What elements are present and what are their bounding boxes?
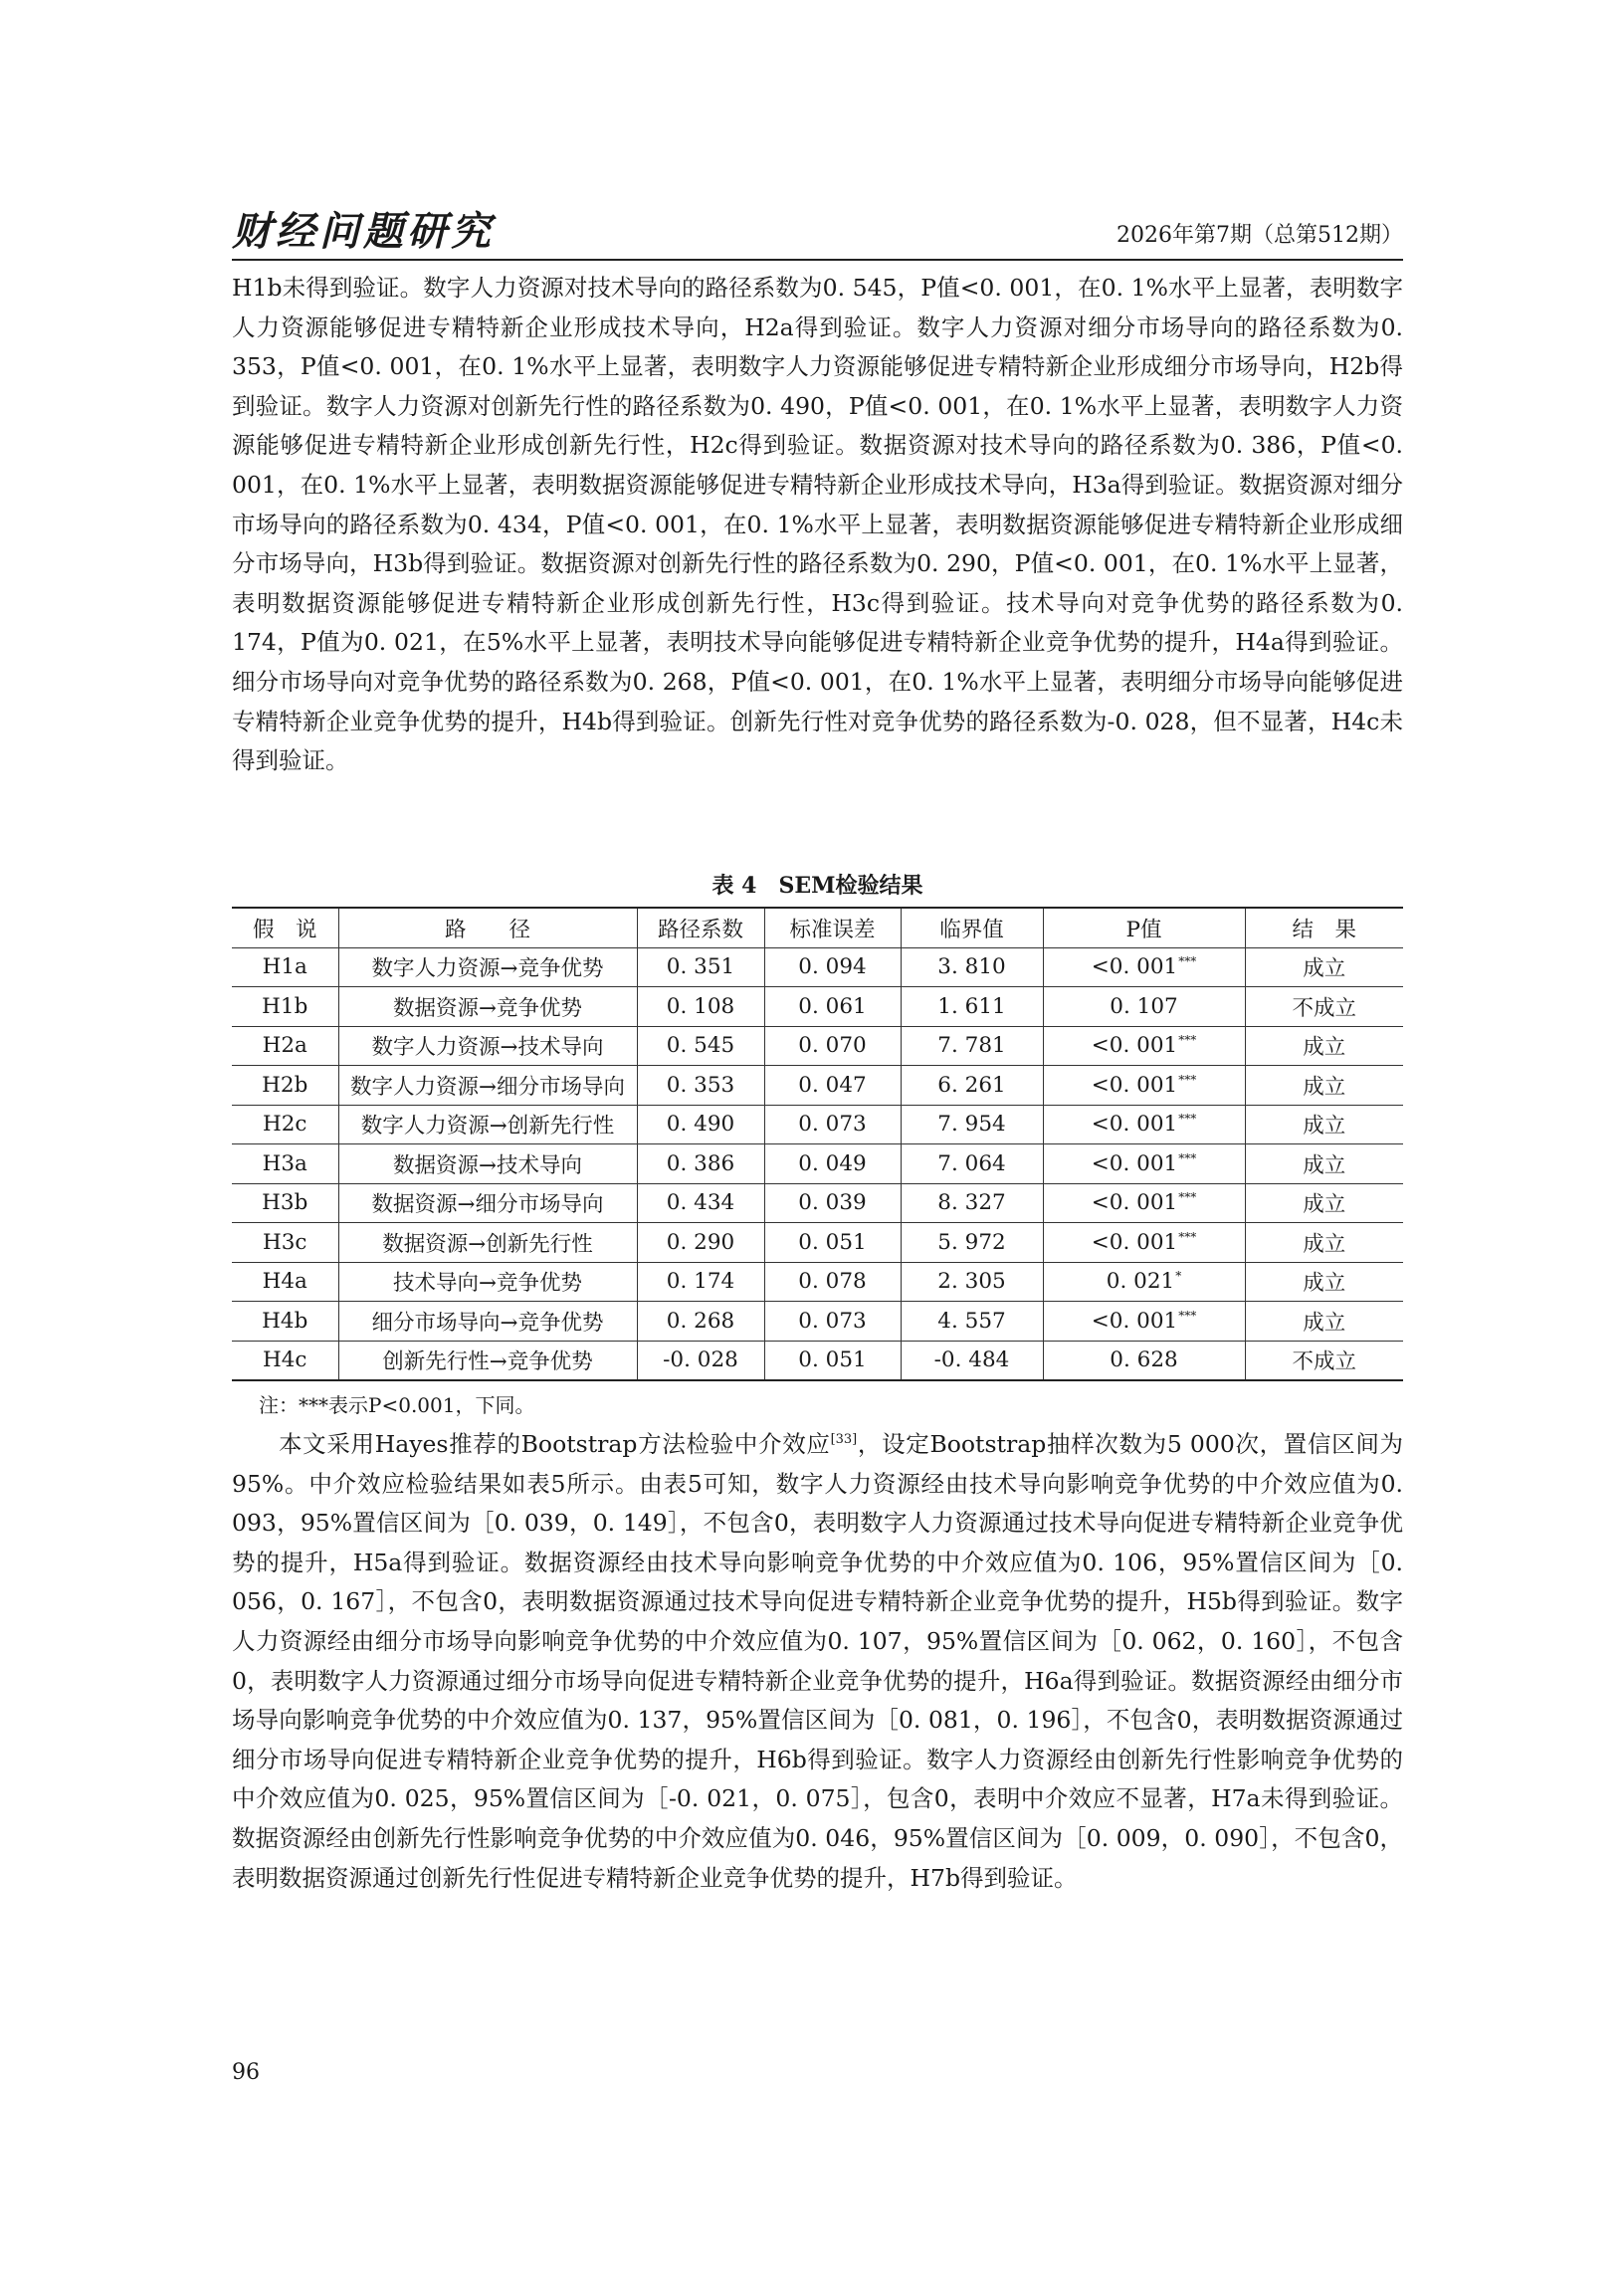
path-cell-text: 数据资源→细分市场导向 [371, 1192, 604, 1218]
critical-value-cell [901, 1144, 1043, 1184]
std-error-cell-text: 0. 073 [798, 1308, 867, 1334]
critical-value-cell-text: 5. 972 [937, 1229, 1006, 1255]
path-cell-text: 数字人力资源→竞争优势 [371, 956, 604, 982]
critical-value-cell-text: 6. 261 [937, 1072, 1006, 1098]
table-title: 表 4 SEM检验结果 [711, 873, 923, 899]
hypothesis-cell-text: H1a [262, 954, 307, 980]
paragraph-2-text-b: ，设定Bootstrap抽样次数为5 000次，置信区间为95%。中介效应检验结果如表5所示。由表5可知，数字人力资源经由技术导向影响竞争优势的中介效应值为0. 093，95%置信区间为［0. 039，0. 149］，不包含0，表明数字人力资源通过技术导向促进专精特新企业竞争优势的提升，H5a得到验证。数据资源经由技术导向影响竞争优势的中介效应值为0. 106，95%置信区间为［0. 056，0. 167］，不包含0，表明数据资源通过技术导向促进专精特新企业竞争优势的提升，H5b得到验证。数字人力资源经由细分市场导向影响竞争优势的中介效应值为0. 107，95%置信区间为［0. 062，0. 160］，不包含0，表明数字人力资源通过细分市场导向促进专精特新企业竞争优势的提升，H6a得到验证。数据资源经由细分市场导向影响竞争优势的中介效应值为0. 137，95%置信区间为［0. 081，0. 196］，不包含0，表明数据资源通过细分市场导向促进专精特新企业竞争优势的提升，H6b得到验证。数字人力资源经由创新先行性影响竞争优势的中介效应值为0. 025，95%置信区间为［-0. 021，0. 075］，包含0，表明中介效应不显著，H7a未得到验证。数据资源经由创新先行性影响竞争优势的中介效应值为0. 046，95%置信区间为［0. 009，0. 090］，不包含0，表明数据资源通过创新先行性促进专精特新企业竞争优势的提升，H7b得到验证。 [232, 1430, 1404, 1892]
result-cell-text: 成立 [1303, 1271, 1346, 1297]
hypothesis-cell [232, 987, 338, 1027]
p-value-cell [1043, 1302, 1245, 1342]
std-error-cell-text: 0. 051 [798, 1229, 867, 1255]
result-cell [1245, 1341, 1403, 1380]
hypothesis-cell-text: H4c [263, 1347, 307, 1373]
page-number: 96 [232, 2060, 260, 2085]
result-cell [1245, 1302, 1403, 1342]
p-value-cell [1043, 1026, 1245, 1066]
path-cell [338, 1066, 637, 1106]
coefficient-cell [637, 1302, 764, 1342]
std-error-cell [764, 1026, 901, 1066]
coefficient-cell [637, 1026, 764, 1066]
paragraph-1: H1b未得到验证。数字人力资源对技术导向的路径系数为0. 545，P值<0. 001，在0. 1%水平上显著，表明数字人力资源能够促进专精特新企业形成技术导向，H2a得到验证。数字人力资源对细分市场导向的路径系数为0. 353，P值<0. 001，在0. 1%水平上显著，表明数字人力资源能够促进专精特新企业形成细分市场导向，H2b得到验证。数字人力资源对创新先行性的路径系数为0. 490，P值<0. 001，在0. 1%水平上显著，表明数字人力资源能够促进专精特新企业形成创新先行性，H2c得到验证。数据资源对技术导向的路径系数为0. 386，P值<0. 001，在0. 1%水平上显著，表明数据资源能够促进专精特新企业形成技术导向，H3a得到验证。数据资源对细分市场导向的路径系数为0. 434，P值<0. 001，在0. 1%水平上显著，表明数据资源能够促进专精特新企业形成细分市场导向，H3b得到验证。数据资源对创新先行性的路径系数为0. 290，P值<0. 001，在0. 1%水平上显著，表明数据资源能够促进专精特新企业形成创新先行性，H3c得到验证。技术导向对竞争优势的路径系数为0. 174，P值为0. 021，在5%水平上显著，表明技术导向能够促进专精特新企业竞争优势的提升，H4a得到验证。细分市场导向对竞争优势的路径系数为0. 268，P值<0. 001，在0. 1%水平上显著，表明细分市场导向能够促进专精特新企业竞争优势的提升，H4b得到验证。创新先行性对竞争优势的路径系数为-0. 028，但不显著，H4c未得到验证。 [232, 274, 1403, 775]
table-row [232, 1262, 1403, 1302]
significance-stars: *** [1178, 1112, 1197, 1127]
critical-value-cell-text: 7. 954 [937, 1112, 1006, 1138]
sem-results-table [232, 907, 1403, 1381]
hypothesis-cell-text: H2b [262, 1072, 308, 1098]
significance-stars: *** [1178, 1190, 1197, 1205]
coefficient-cell-text: 0. 108 [666, 993, 735, 1019]
std-error-cell-text: 0. 094 [798, 954, 867, 980]
coefficient-cell [637, 987, 764, 1027]
p-value-cell-text: <0. 001 [1091, 1308, 1178, 1334]
coefficient-cell-text: 0. 386 [666, 1150, 735, 1176]
critical-value-cell [901, 1223, 1043, 1263]
table-header-row [232, 908, 1403, 947]
hypothesis-cell [232, 1026, 338, 1066]
std-error-cell-text: 0. 039 [798, 1190, 867, 1216]
result-cell-text: 成立 [1303, 1310, 1346, 1336]
coefficient-cell-text: 0. 353 [666, 1072, 735, 1098]
std-error-cell [764, 1302, 901, 1342]
path-cell [338, 947, 637, 987]
hypothesis-cell [232, 1223, 338, 1263]
result-cell-text: 成立 [1303, 1192, 1346, 1218]
critical-value-cell-text: 4. 557 [937, 1308, 1006, 1334]
path-cell-text: 数字人力资源→细分市场导向 [349, 1074, 626, 1100]
result-cell [1245, 987, 1403, 1027]
critical-value-cell [901, 987, 1043, 1027]
significance-stars: *** [1178, 1072, 1197, 1087]
result-cell [1245, 1026, 1403, 1066]
path-cell [338, 1144, 637, 1184]
significance-stars: *** [1178, 954, 1197, 969]
std-error-cell-text: 0. 047 [798, 1072, 867, 1098]
p-value-cell [1043, 1341, 1245, 1380]
result-cell-text: 成立 [1303, 1035, 1346, 1061]
critical-value-cell-text: 8. 327 [937, 1190, 1006, 1216]
p-value-cell [1043, 1066, 1245, 1106]
hypothesis-cell [232, 1144, 338, 1184]
p-value-cell [1043, 947, 1245, 987]
std-error-cell-text: 0. 049 [798, 1150, 867, 1176]
paragraph-2-text-a: 本文采用Hayes推荐的Bootstrap方法检验中介效应 [279, 1430, 831, 1458]
table-row [232, 987, 1403, 1027]
path-cell-text: 数据资源→技术导向 [392, 1152, 582, 1178]
hypothesis-cell-text: H3c [263, 1229, 307, 1255]
journal-logo: 财经问题研究 [232, 208, 495, 255]
critical-value-cell-text: -0. 484 [933, 1347, 1010, 1373]
result-cell-text: 成立 [1303, 1231, 1346, 1257]
path-cell-text: 创新先行性→竞争优势 [382, 1349, 593, 1375]
coefficient-cell [637, 1105, 764, 1144]
path-cell-text: 技术导向→竞争优势 [392, 1271, 582, 1297]
coefficient-cell [637, 1183, 764, 1223]
result-cell [1245, 1223, 1403, 1263]
p-value-cell-text: <0. 001 [1091, 1190, 1178, 1216]
std-error-cell [764, 1262, 901, 1302]
critical-value-cell [901, 1066, 1043, 1106]
std-error-cell [764, 1223, 901, 1263]
column-header: 假 说 [232, 908, 338, 947]
result-cell [1245, 1183, 1403, 1223]
table-body [232, 947, 1403, 1380]
hypothesis-cell [232, 947, 338, 987]
table-row [232, 1341, 1403, 1380]
std-error-cell-text: 0. 073 [798, 1112, 867, 1138]
p-value-cell [1043, 1183, 1245, 1223]
std-error-cell [764, 1341, 901, 1380]
column-header: 结 果 [1245, 908, 1403, 947]
hypothesis-cell-text: H2a [262, 1033, 307, 1059]
coefficient-cell-text: 0. 545 [666, 1033, 735, 1059]
coefficient-cell-text: 0. 268 [666, 1308, 735, 1334]
hypothesis-cell [232, 1341, 338, 1380]
path-cell-text: 细分市场导向→竞争优势 [371, 1310, 604, 1336]
std-error-cell [764, 1066, 901, 1106]
std-error-cell [764, 987, 901, 1027]
significance-stars: *** [1178, 1229, 1197, 1244]
table-row [232, 1223, 1403, 1263]
column-header: 路 径 [338, 908, 637, 947]
p-value-cell [1043, 1144, 1245, 1184]
p-value-cell-text: <0. 001 [1091, 1033, 1178, 1059]
column-header: 临界值 [901, 908, 1043, 947]
hypothesis-cell-text: H3b [262, 1190, 308, 1216]
path-cell [338, 1183, 637, 1223]
coefficient-cell-text: 0. 490 [666, 1112, 735, 1138]
header-rule [232, 259, 1403, 261]
critical-value-cell [901, 1183, 1043, 1223]
critical-value-cell [901, 1262, 1043, 1302]
hypothesis-cell [232, 1302, 338, 1342]
std-error-cell [764, 1105, 901, 1144]
coefficient-cell [637, 1144, 764, 1184]
hypothesis-cell [232, 1262, 338, 1302]
std-error-cell-text: 0. 070 [798, 1033, 867, 1059]
result-cell [1245, 1105, 1403, 1144]
critical-value-cell-text: 2. 305 [937, 1269, 1006, 1295]
path-cell [338, 1105, 637, 1144]
p-value-cell-text: 0. 628 [1110, 1347, 1178, 1373]
table-row [232, 1066, 1403, 1106]
table-row [232, 1183, 1403, 1223]
p-value-cell-text: <0. 001 [1091, 1229, 1178, 1255]
result-cell-text: 成立 [1303, 956, 1346, 982]
hypothesis-cell-text: H2c [263, 1112, 307, 1138]
coefficient-cell-text: 0. 434 [666, 1190, 735, 1216]
table-row [232, 1144, 1403, 1184]
p-value-cell-text: <0. 001 [1091, 1072, 1178, 1098]
hypothesis-cell [232, 1105, 338, 1144]
table-row [232, 1026, 1403, 1066]
result-cell [1245, 1066, 1403, 1106]
std-error-cell-text: 0. 051 [798, 1347, 867, 1373]
p-value-cell-text: 0. 021 [1106, 1269, 1175, 1295]
critical-value-cell-text: 1. 611 [937, 993, 1006, 1019]
std-error-cell [764, 947, 901, 987]
std-error-cell [764, 1183, 901, 1223]
p-value-cell [1043, 1105, 1245, 1144]
p-value-cell [1043, 987, 1245, 1027]
critical-value-cell [901, 1341, 1043, 1380]
coefficient-cell [637, 1262, 764, 1302]
coefficient-cell [637, 1341, 764, 1380]
result-cell-text: 成立 [1303, 1114, 1346, 1140]
p-value-cell [1043, 1223, 1245, 1263]
coefficient-cell [637, 1066, 764, 1106]
path-cell [338, 1223, 637, 1263]
coefficient-cell-text: 0. 174 [666, 1269, 735, 1295]
critical-value-cell [901, 1105, 1043, 1144]
p-value-cell-text: <0. 001 [1091, 954, 1178, 980]
column-header: 路径系数 [637, 908, 764, 947]
coefficient-cell [637, 1223, 764, 1263]
result-cell-text: 不成立 [1292, 995, 1356, 1021]
path-cell-text: 数字人力资源→创新先行性 [360, 1114, 615, 1140]
significance-stars: *** [1178, 1033, 1197, 1048]
critical-value-cell-text: 3. 810 [937, 954, 1006, 980]
result-cell [1245, 1144, 1403, 1184]
critical-value-cell-text: 7. 064 [937, 1150, 1006, 1176]
table-row [232, 947, 1403, 987]
p-value-cell-text: 0. 107 [1110, 993, 1178, 1019]
column-header: 标准误差 [764, 908, 901, 947]
critical-value-cell [901, 1302, 1043, 1342]
hypothesis-cell [232, 1183, 338, 1223]
critical-value-cell-text: 7. 781 [937, 1033, 1006, 1059]
table-row [232, 1105, 1403, 1144]
p-value-cell-text: <0. 001 [1091, 1150, 1178, 1176]
hypothesis-cell [232, 1066, 338, 1106]
issue-label: 2026年第7期（总第512期） [1116, 223, 1403, 248]
result-cell-text: 成立 [1303, 1152, 1346, 1178]
significance-stars: *** [1178, 1150, 1197, 1165]
hypothesis-cell-text: H4b [262, 1308, 308, 1334]
page-header [232, 207, 1403, 257]
result-cell-text: 成立 [1303, 1074, 1346, 1100]
coefficient-cell-text: -0. 028 [663, 1347, 738, 1373]
table-row [232, 1302, 1403, 1342]
critical-value-cell [901, 1026, 1043, 1066]
path-cell-text: 数据资源→创新先行性 [382, 1231, 593, 1257]
significance-stars: * [1175, 1269, 1182, 1284]
result-cell [1245, 947, 1403, 987]
coefficient-cell-text: 0. 290 [666, 1229, 735, 1255]
result-cell-text: 不成立 [1292, 1349, 1356, 1375]
hypothesis-cell-text: H3a [262, 1150, 307, 1176]
path-cell [338, 1262, 637, 1302]
critical-value-cell [901, 947, 1043, 987]
path-cell [338, 1026, 637, 1066]
paragraph-2 [232, 1425, 1403, 1898]
std-error-cell-text: 0. 078 [798, 1269, 867, 1295]
result-cell [1245, 1262, 1403, 1302]
coefficient-cell [637, 947, 764, 987]
citation-ref: [33] [830, 1432, 858, 1447]
path-cell-text: 数据资源→竞争优势 [392, 995, 582, 1021]
hypothesis-cell-text: H1b [262, 993, 308, 1019]
table-note: 注：***表示P<0.001，下同。 [259, 1393, 535, 1417]
hypothesis-cell-text: H4a [262, 1269, 307, 1295]
p-value-cell [1043, 1262, 1245, 1302]
significance-stars: *** [1178, 1308, 1197, 1323]
std-error-cell [764, 1144, 901, 1184]
path-cell [338, 1341, 637, 1380]
column-header: P值 [1043, 908, 1245, 947]
path-cell [338, 987, 637, 1027]
path-cell [338, 1302, 637, 1342]
path-cell-text: 数字人力资源→技术导向 [371, 1035, 604, 1061]
p-value-cell-text: <0. 001 [1091, 1112, 1178, 1138]
coefficient-cell-text: 0. 351 [666, 954, 735, 980]
std-error-cell-text: 0. 061 [798, 993, 867, 1019]
